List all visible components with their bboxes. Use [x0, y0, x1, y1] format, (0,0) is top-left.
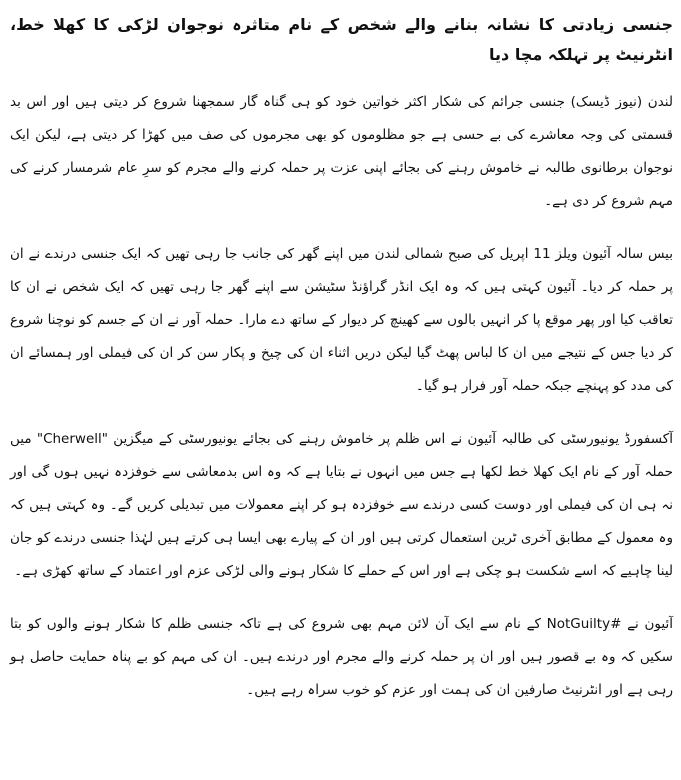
article-headline: جنسی زیادتی کا نشانہ بنانے والے شخص کے نام متاثرہ نوجوان لڑکی کا کھلا خط، انٹرنیٹ پر تہلکہ مچا دیا: [10, 15, 673, 64]
article-paragraph-1: لندن (نیوز ڈیسک) جنسی جرائم کی شکار اکثر خواتین خود کو ہی گناہ گار سمجھنا شروع کر دیتی ہیں اور اس بد قسمتی کی وجہ معاشرے کی بے حسی ہے جو مظلوموں کو بھی مجرموں کی صف میں کھڑا کر دیتی ہے، لیکن ایک نوجوان برطانوی طالبہ نے خاموش رہنے کی بجائے اپنی عزت پر حملہ کرنے والے مجرم کو سرِ عام شرمسار کرنے کی مہم شروع کر دی ہے۔: [10, 94, 673, 209]
article-paragraph-4: آئیون نے #NotGuilty کے نام سے ایک آن لائن مہم بھی شروع کی ہے تاکہ جنسی ظلم کا شکار ہونے والوں کو بتا سکیں کہ وہ بے قصور ہیں اور ان پر حملہ کرنے والے مجرم اور درندے ہیں۔ ان کی مہم کو بے پناہ حمایت حاصل ہو رہی ہے اور انٹرنیٹ صارفین ان کی ہمت اور عزم کو خوب سراہ رہے ہیں۔: [10, 616, 673, 698]
article-paragraph-2: بیس سالہ آئیون ویلز 11 اپریل کی صبح شمالی لندن میں اپنے گھر کی جانب جا رہی تھیں کہ ایک جنسی درندے نے ان پر حملہ کر دیا۔ آئیون کہتی ہیں کہ وہ ایک انڈر گراؤنڈ سٹیشن سے اپنے گھر جا رہی تھیں کہ ایک شخص نے ان کا تعاقب کیا اور پھر موقع پا کر انہیں بالوں سے کھینچ کر دیوار کے ساتھ دے مارا۔ حملہ آور نے ان کے جسم کو نوچنا شروع کر دیا جس کے نتیجے میں ان کا لباس پھٹ گیا لیکن دریں اثناء ان کی چیخ و پکار سن کر ان کی فیملی اور ہمسائے ان کی مدد کو پہنچے جبکہ حملہ آور فرار ہو گیا۔: [10, 246, 673, 394]
article-paragraph-3: آکسفورڈ یونیورسٹی کی طالبہ آئیون نے اس ظلم پر خاموش رہنے کی بجائے یونیورسٹی کے میگزین "Cherwell" میں حملہ آور کے نام ایک کھلا خط لکھا ہے جس میں انہوں نے بتایا ہے کہ وہ اس بدمعاشی سے خوفزدہ نہیں ہوں گی اور نہ ہی ان کی فیملی اور دوست کسی درندے سے خوفزدہ ہو کر اپنے معمولات میں تبدیلی کریں گے۔ وہ کہتی ہیں کہ وہ معمول کے مطابق آخری ٹرین استعمال کرتی ہیں اور ان کے پیارے بھی ایسا ہی کرتے ہیں لہٰذا جنسی درندے کو جان لینا چاہیے کہ اسے شکست ہو چکی ہے اور اس کے حملے کا شکار ہونے والی لڑکی عزم اور اعتماد کے ساتھ کھڑی ہے۔: [10, 431, 673, 579]
article: [0, 10, 681, 707]
